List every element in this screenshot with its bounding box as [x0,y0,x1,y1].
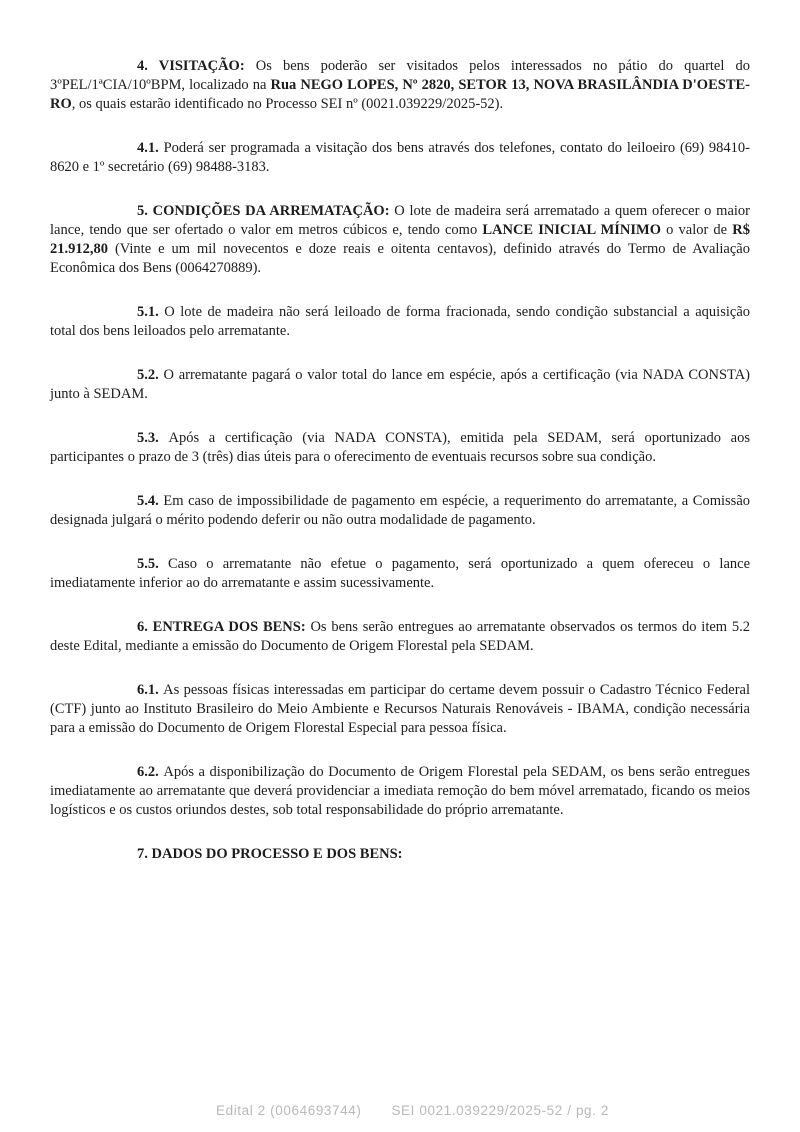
paragraph-segment: 5.5. [137,556,168,572]
paragraph-section-5-3 [50,429,750,467]
paragraph-segment: Poderá ser programada a visitação dos bens através dos telefones, contato do leiloeiro (69) 98410-8620 e 1º secretário (69) 98488-3183. [50,140,751,175]
paragraph-segment: Os bens serão entregues ao arrematante observados os termos do item 5.2 deste Edital, mediante a emissão do Documento de Origem Florestal pela SEDAM. [50,619,750,654]
paragraph-segment: o valor de [660,222,733,238]
paragraph-segment: 5.4. [137,493,164,509]
paragraph-segment: 4. VISITAÇÃO: [137,58,256,74]
page-footer [0,1103,800,1118]
paragraph-section-6-1 [50,681,750,738]
paragraph-segment: Rua NEGO LOPES, Nº 2820, SETOR 13, NOVA BRASILÂNDIA D'OESTE-RO [50,77,750,112]
paragraph-segment: 5.2. [137,367,164,383]
paragraph-section-5-2 [50,366,750,404]
paragraph-segment: As pessoas físicas interessadas em participar do certame devem possuir o Cadastro Técnico Federal (CTF) junto ao Instituto Brasileiro do Meio Ambiente e Recursos Naturais Renováveis - IBAMA, condição necessária para a emissão do Documento de Origem Florestal Especial para pessoa física. [50,682,751,736]
paragraph-segment: (Vinte e um mil novecentos e doze reais e oitenta centavos), definido através do Termo de Avaliação Econômica dos Bens (0064270889). [50,241,750,276]
paragraph-segment: Em caso de impossibilidade de pagamento em espécie, a requerimento do arrematante, a Comissão designada julgará o mérito podendo deferir ou não outra modalidade de pagamento. [50,493,751,528]
paragraph-section-5-1 [50,303,750,341]
paragraph-segment: 5.1. [137,304,165,320]
paragraph-segment: O lote de madeira não será leiloado de forma fracionada, sendo condição substancial a aquisição total dos bens leiloados pelo arrematante. [50,304,751,339]
paragraph-section-6 [50,618,750,656]
paragraph-section-6-2 [50,763,750,820]
paragraph-segment: Caso o arrematante não efetue o pagamento, será oportunizado a quem ofereceu o lance imediatamente inferior ao do arrematante e assim sucessivamente. [50,556,750,591]
paragraph-section-4-1 [50,139,750,177]
paragraph-segment: 5.3. [137,430,169,446]
paragraph-section-5 [50,202,750,278]
paragraph-segment: Após a certificação (via NADA CONSTA), emitida pela SEDAM, será oportunizado aos participantes o prazo de 3 (três) dias úteis para o oferecimento de eventuais recursos sobre sua condição. [50,430,751,465]
paragraph-segment: 4.1. [137,140,164,156]
paragraph-segment: LANCE INICIAL MÍNIMO [482,222,661,238]
paragraph-section-4 [50,57,750,114]
paragraph-segment: 6.1. [137,682,164,698]
paragraph-segment: , os quais estarão identificado no Processo SEI nº (0021.039229/2025-52). [71,96,504,112]
document-body [50,0,750,889]
paragraph-segment: Após a disponibilização do Documento de Origem Florestal pela SEDAM, os bens serão entregues imediatamente ao arrematante que deverá providenciar a imediata remoção do bem móvel arrematado, ficando os meios logísticos e os custos oriundos destes, sob total responsabilidade do próprio arrematante. [50,764,751,818]
paragraph-section-7 [50,845,750,864]
paragraph-segment: 6. ENTREGA DOS BENS: [137,619,311,635]
paragraph-section-5-4 [50,492,750,530]
paragraph-segment: R$ 21.912,80 [50,222,750,257]
paragraph-segment: O lote de madeira será arrematado a quem oferecer o maior lance, tendo que ser ofertado o valor em metros cúbicos e, tendo como [50,203,750,238]
paragraph-segment: 7. DADOS DO PROCESSO E DOS BENS: [137,846,403,862]
paragraph-section-5-5 [50,555,750,593]
paragraph-segment: 6.2. [137,764,164,780]
footer-sei-page-ref: SEI 0021.039229/2025-52 / pg. 2 [391,1103,609,1118]
paragraph-segment: O arrematante pagará o valor total do lance em espécie, após a certificação (via NADA CONSTA) junto à SEDAM. [50,367,751,402]
paragraph-segment: Os bens poderão ser visitados pelos interessados no pátio do quartel do 3ºPEL/1ªCIA/10ºBPM, localizado na [50,58,750,93]
footer-document-ref: Edital 2 (0064693744) [216,1103,362,1118]
paragraph-segment: 5. CONDIÇÕES DA ARREMATAÇÃO: [137,203,395,219]
